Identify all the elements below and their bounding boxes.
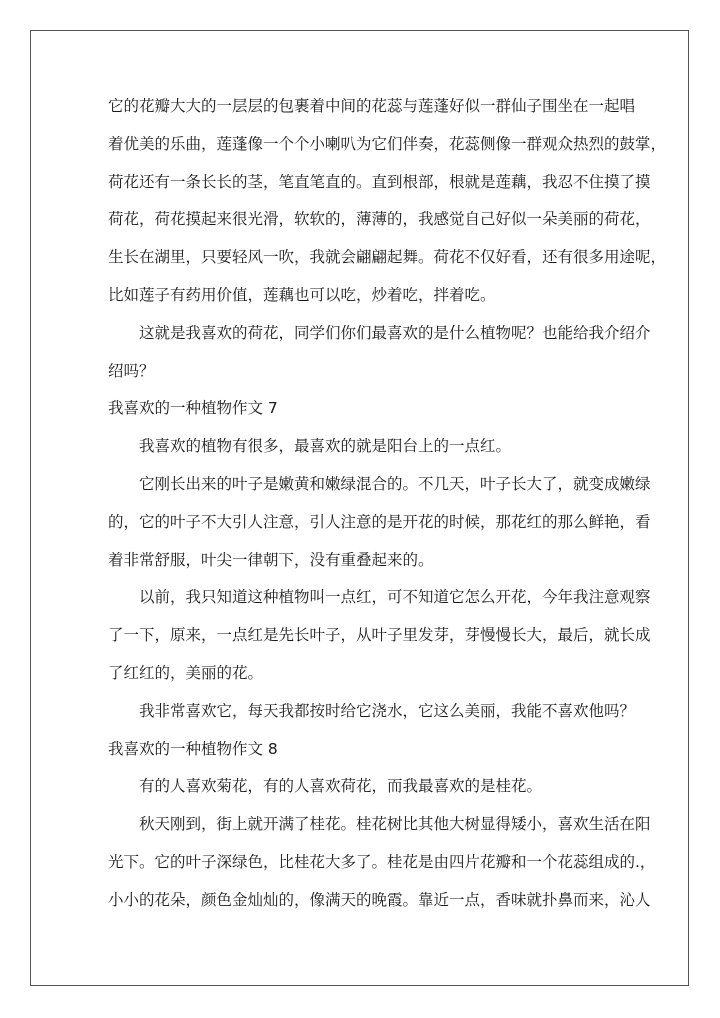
text-line: 了红红的，美丽的花。 bbox=[108, 663, 264, 682]
text-line: 着非常舒服，叶尖一律朝下，没有重叠起来的。 bbox=[108, 550, 434, 569]
paragraph-start-line: 以前，我只知道这种植物叫一点红，可不知道它怎么开花，今年我注意观察 bbox=[139, 588, 651, 607]
text-line: 了一下，原来，一点红是先长叶子，从叶子里发芽，芽慢慢长大，最后，就长成 bbox=[108, 626, 651, 645]
text-line: 着优美的乐曲，莲蓬像一个个小喇叭为它们伴奏，花蕊侧像一群观众热烈的鼓掌， bbox=[108, 134, 667, 153]
text-line: 小小的花朵，颜色金灿灿的，像满天的晚霞。靠近一点，香味就扑鼻而来，沁人 bbox=[108, 890, 651, 909]
text-line: 光下。它的叶子深绿色，比桂花大多了。桂花是由四片花瓣和一个花蕊组成的.， bbox=[108, 852, 656, 871]
section-heading: 我喜欢的一种植物作文 8 bbox=[108, 739, 278, 758]
text-line: 荷花还有一条长长的茎，笔直笔直的。直到根部，根就是莲藕，我忍不住摸了摸 bbox=[108, 172, 651, 191]
text-line: 的，它的叶子不大引人注意，引人注意的是开花的时候，那花红的那么鲜艳，看 bbox=[108, 512, 651, 531]
text-line: 它的花瓣大大的一层层的包裹着中间的花蕊与莲蓬好似一群仙子围坐在一起唱 bbox=[108, 97, 636, 115]
text-line: 比如莲子有药用价值，莲藕也可以吃，炒着吃，拌着吃。 bbox=[108, 285, 496, 304]
paragraph-start-line: 我喜欢的植物有很多，最喜欢的就是阳台上的一点红。 bbox=[139, 437, 512, 456]
text-line: 绍吗？ bbox=[108, 361, 155, 380]
section-heading: 我喜欢的一种植物作文 7 bbox=[108, 399, 278, 418]
document-body bbox=[108, 88, 667, 920]
paragraph-start-line: 有的人喜欢菊花，有的人喜欢荷花，而我最喜欢的是桂花。 bbox=[139, 777, 543, 796]
text-line: 生长在湖里，只要轻风一吹，我就会翩翩起舞。荷花不仅好看，还有很多用途呢， bbox=[108, 248, 667, 267]
text-line: 荷花，荷花摸起来很光滑，软软的，薄薄的，我感觉自己好似一朵美丽的荷花， bbox=[108, 210, 651, 229]
paragraph-start-line: 这就是我喜欢的荷花，同学们你们最喜欢的是什么植物呢？也能给我介绍介 bbox=[139, 323, 651, 342]
paragraph-start-line: 它刚长出来的叶子是嫩黄和嫩绿混合的。不几天，叶子长大了，就变成嫩绿 bbox=[139, 474, 651, 493]
paragraph-start-line: 秋天刚到，街上就开满了桂花。桂花树比其他大树显得矮小，喜欢生活在阳 bbox=[139, 815, 651, 834]
paragraph-start-line: 我非常喜欢它，每天我都按时给它浇水，它这么美丽，我能不喜欢他吗？ bbox=[139, 701, 636, 720]
